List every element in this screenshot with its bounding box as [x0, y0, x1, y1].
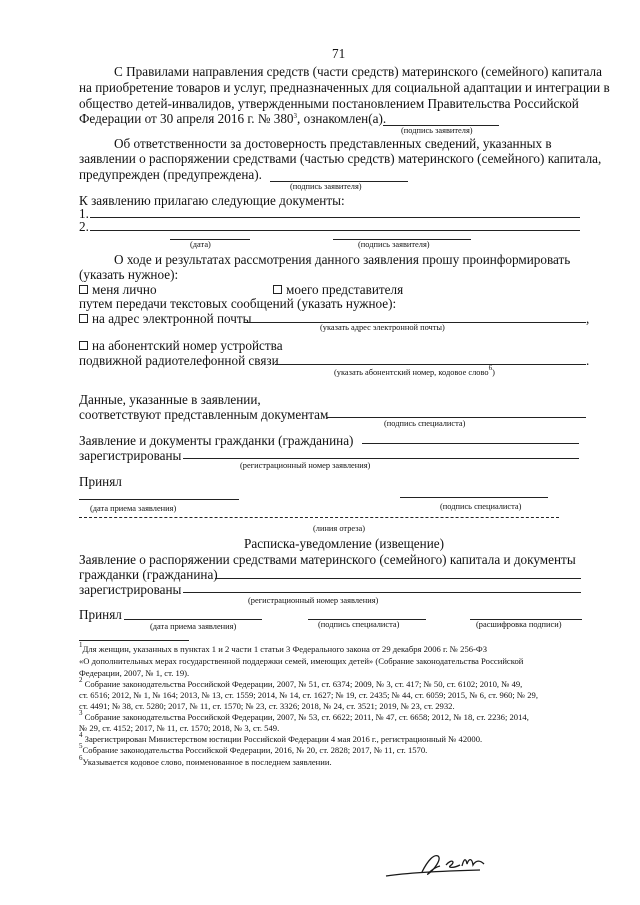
phone-line[interactable] — [275, 364, 586, 365]
doc-number-2: 2. — [79, 219, 89, 234]
footnote-4: $^4$ Зарегистрирован Министерством юстиции Российской Федерации 4 мая 2016 г., регистрационный № 42000. — [79, 731, 483, 744]
option-phone[interactable]: на абонентский номер устройства — [79, 339, 283, 352]
attached-docs-heading: К заявлению прилагаю следующие документы: — [79, 193, 345, 208]
check-line-2: соответствуют представленным документам — [79, 407, 329, 422]
rules-paragraph-line-3: общество детей-инвалидов, утвержденными постановлением Правительства Российской — [79, 96, 579, 111]
email-caption: (указать адрес электронной почты) — [320, 323, 445, 332]
receipt-accepted-label: Принял — [79, 607, 122, 622]
liability-paragraph-line-2: заявлении о распоряжении средствами (частью средств) материнского (семейного) капитала, — [79, 151, 602, 166]
sms-line: путем передачи текстовых сообщений (указать нужное): — [79, 296, 397, 311]
footnote-2-line-3: ст. 4491; № 38, ст. 5280; 2017, № 11, ст. 1570; № 23, ст. 3326; 2018, № 24, ст. 3521; 2019, № 23, ст. 2932. — [79, 701, 455, 711]
footnote-5: $^5$Собрание законодательства Российской Федерации, 2016, № 20, ст. 2828; 2017, № 11, ст. 1570. — [79, 742, 428, 755]
handwritten-signature — [382, 846, 507, 882]
option-personally[interactable]: меня лично — [79, 283, 157, 296]
receipt-line-1: Заявление о распоряжении средствами материнского (семейного) капитала и документы — [79, 552, 576, 567]
footnote-3-line-2: № 29, ст. 4152; 2017, № 11, ст. 1570; 2018, № 3, ст. 549. — [79, 723, 280, 733]
accept-date-caption: (дата приема заявления) — [90, 504, 177, 513]
receipt-line-2: гражданки (гражданина) — [79, 567, 218, 582]
reg-line-1: Заявление и документы гражданки (гражданина) — [79, 433, 354, 448]
receipt-date-caption: (дата приема заявления) — [150, 622, 237, 631]
applicant-signature-caption-2: (подпись заявителя) — [290, 182, 362, 191]
specialist-signature-caption-1: (подпись специалиста) — [384, 419, 466, 428]
receipt-signature-caption: (подпись специалиста) — [318, 620, 400, 629]
reg-number-line[interactable] — [183, 458, 579, 459]
check-line-1: Данные, указанные в заявлении, — [79, 392, 261, 407]
notify-line-1: О ходе и результатах рассмотрения данного заявления прошу проинформировать — [114, 252, 571, 267]
receipt-line-3: зарегистрированы — [79, 582, 182, 597]
reg-citizen-line[interactable] — [362, 443, 579, 444]
doc-number-1: 1. — [79, 206, 89, 221]
specialist-signature-caption-2: (подпись специалиста) — [440, 502, 522, 511]
rules-paragraph-line-2: на приобретение товаров и услуг, предназначенных для социальной адаптации и интеграции в — [79, 80, 610, 95]
specialist-signature-line-1[interactable] — [327, 417, 586, 418]
receipt-date-line[interactable] — [124, 619, 262, 620]
footnote-2-line-1: $^2$ Собрание законодательства Российской Федерации, 2007, № 51, ст. 6374; 2009, № 3, ст. 417; № 50, ст. 6102; 2010, № 49, — [79, 676, 523, 689]
phone-dot: . — [586, 353, 590, 368]
accept-date-line[interactable] — [79, 499, 239, 500]
notify-line-2: (указать нужное): — [79, 267, 179, 282]
checkbox-personally[interactable] — [79, 285, 88, 294]
checkbox-phone[interactable] — [79, 341, 88, 350]
receipt-reg-number-line[interactable] — [183, 592, 581, 593]
receipt-reg-number-caption: (регистрационный номер заявления) — [248, 596, 379, 605]
rules-paragraph-line-1: С Правилами направления средств (части средств) материнского (семейного) капитала — [114, 64, 602, 79]
reg-number-caption: (регистрационный номер заявления) — [240, 461, 371, 470]
applicant-signature-caption-3: (подпись заявителя) — [358, 240, 430, 249]
page-number: 71 — [332, 46, 346, 61]
footnote-1-line-1: $^1$Для женщин, указанных в пунктах 1 и 2 части 1 статьи 3 Федерального закона от 29 декабря 2006 г. № 256-ФЗ — [79, 641, 487, 654]
rules-paragraph-line-4: Федерации от 30 апреля 2016 г. № $380^3$, ознакомлен(а). — [79, 111, 387, 126]
footnote-separator — [79, 640, 189, 641]
document-1-line[interactable] — [90, 217, 580, 218]
option-email[interactable]: на адрес электронной почты — [79, 312, 252, 325]
footnote-3-line-1: $^3$ Собрание законодательства Российской Федерации, 2007, № 53, ст. 6622; 2011, № 47, ст. 6658; 2012, № 18, ст. 2236; 2014, — [79, 709, 529, 722]
reg-line-2: зарегистрированы — [79, 448, 182, 463]
receipt-title: Расписка-уведомление (извещение) — [244, 536, 445, 551]
phone-caption: (указать абонентский номер, кодовое слово$^6$) — [334, 364, 495, 377]
accepted-label: Принял — [79, 474, 122, 489]
footnote-2-line-2: ст. 6516; 2012, № 1, № 164; 2013, № 13, ст. 1559; 2014, № 14, ст. 1627; № 19, ст. 2435; № 44, ст. 6059; 2015, № 6, ст. 960; № 29, — [79, 690, 539, 700]
applicant-signature-caption-1: (подпись заявителя) — [401, 126, 473, 135]
cut-line-caption: (линия отреза) — [313, 524, 366, 533]
option-representative[interactable]: моего представителя — [273, 283, 403, 296]
phone-line-label: подвижной радиотелефонной связи — [79, 353, 279, 368]
receipt-citizen-line[interactable] — [215, 578, 581, 579]
date-caption: (дата) — [190, 240, 211, 249]
specialist-signature-line-2[interactable] — [400, 497, 548, 498]
liability-paragraph-line-1: Об ответственности за достоверность представленных сведений, указанных в — [114, 136, 552, 151]
footnote-1-line-2: «О дополнительных мерах государственной поддержки семей, имеющих детей» (Собрание законодательства Российской — [79, 656, 524, 666]
document-2-line[interactable] — [90, 230, 580, 231]
footnote-1-line-3: Федерации, 2007, № 1, ст. 19). — [79, 668, 190, 678]
receipt-name-caption: (расшифровка подписи) — [476, 620, 562, 629]
liability-paragraph-line-3: предупрежден (предупреждена). — [79, 167, 262, 182]
footnote-6: $^6$Указывается кодовое слово, поименованное в последнем заявлении. — [79, 754, 332, 767]
checkbox-representative[interactable] — [273, 285, 282, 294]
checkbox-email[interactable] — [79, 314, 88, 323]
cut-line — [79, 517, 559, 518]
email-comma: , — [586, 311, 590, 326]
